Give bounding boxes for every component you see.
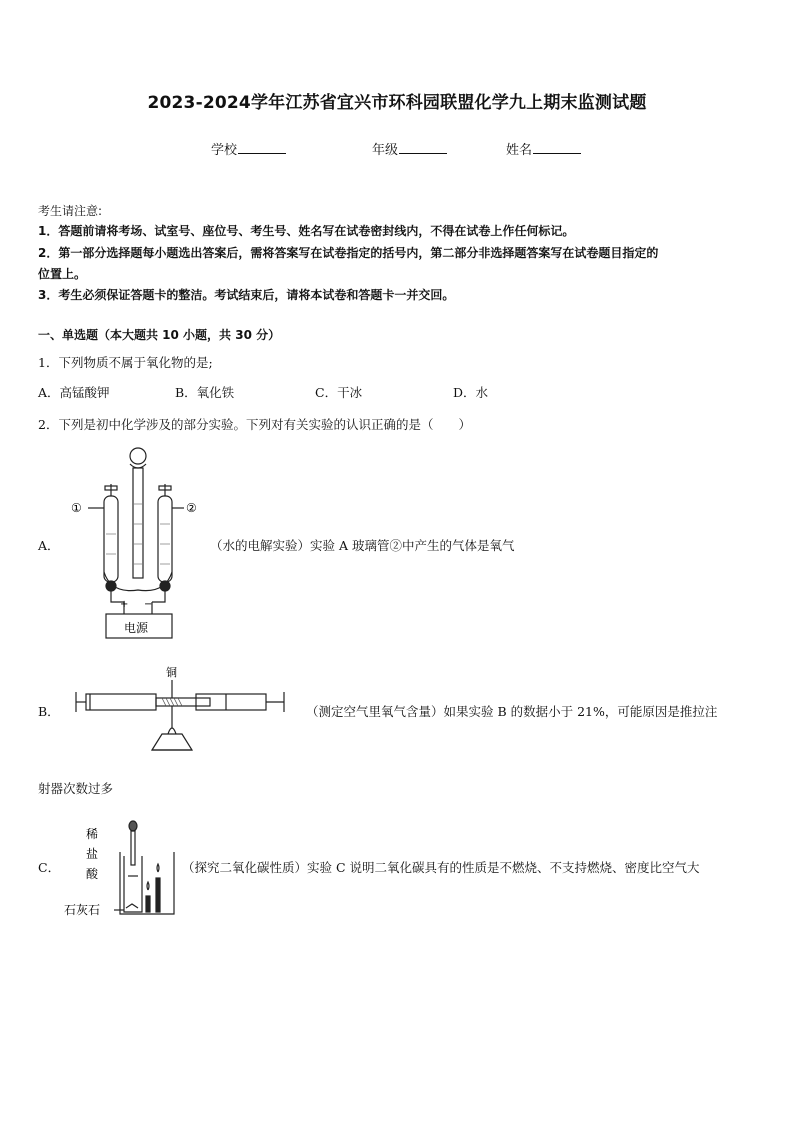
minus-sign: − — [144, 599, 153, 610]
tube-2-label: ② — [186, 501, 197, 515]
q2-stem: 2．下列是初中化学涉及的部分实验。下列对有关实验的认识正确的是（ ） — [38, 417, 471, 432]
page-title: 2023-2024学年江苏省宜兴市环科园联盟化学九上期末监测试题 — [147, 93, 647, 113]
q2-option-a-text: （水的电解实验）实验 A 玻璃管②中产生的气体是氧气 — [210, 538, 515, 553]
q1-option-a[interactable]: A．高锰酸钾 — [38, 385, 110, 400]
limestone-label: 石灰石 — [64, 903, 101, 917]
q2-option-b-label[interactable]: B． — [38, 704, 60, 719]
power-label: 电源 — [124, 621, 149, 635]
name-field[interactable] — [506, 139, 581, 158]
co2-experiment-figure — [62, 816, 180, 920]
q2-option-a-label[interactable]: A． — [38, 538, 60, 553]
notice-item-2-cont: 位置上。 — [38, 267, 87, 281]
school-label: 学校 — [211, 143, 238, 158]
grade-field[interactable] — [372, 139, 447, 158]
q1-option-d[interactable]: D．水 — [453, 385, 489, 400]
tube-1-label: ① — [71, 501, 82, 515]
name-label: 姓名 — [506, 143, 533, 158]
q1-stem: 1．下列物质不属于氧化物的是; — [38, 355, 213, 370]
q2-option-b-text: （测定空气里氧气含量）如果实验 B 的数据小于 21%，可能原因是推拉注 — [306, 704, 718, 719]
notice-heading: 考生请注意: — [38, 204, 103, 218]
electrolysis-apparatus-figure — [66, 444, 206, 642]
plus-sign: + — [120, 599, 129, 610]
oxygen-measurement-apparatus-figure — [70, 664, 302, 770]
section-heading: 一、单选题（本大题共 10 小题，共 30 分） — [38, 328, 281, 342]
copper-label: 铜 — [166, 666, 177, 679]
acid-label-1: 稀 — [86, 827, 99, 841]
q2-option-c-label[interactable]: C． — [38, 860, 61, 875]
q1-option-b[interactable]: B．氧化铁 — [175, 385, 235, 400]
school-blank[interactable] — [238, 141, 286, 154]
acid-label-2: 盐 — [86, 847, 99, 861]
acid-label-3: 酸 — [86, 867, 99, 881]
q2-option-c-text: （探究二氧化碳性质）实验 C 说明二氧化碳具有的性质是不燃烧、不支持燃烧、密度比空气大 — [182, 860, 700, 875]
grade-blank[interactable] — [399, 141, 447, 154]
q2-option-b-text-cont: 射器次数过多 — [38, 781, 114, 796]
notice-item-2: 2．第一部分选择题每小题选出答案后，需将答案写在试卷指定的括号内，第二部分非选择题答案写在试卷题目指定的 — [38, 246, 659, 260]
school-field[interactable] — [211, 139, 286, 158]
notice-item-3: 3．考生必须保证答题卡的整洁。考试结束后，请将本试卷和答题卡一并交回。 — [38, 288, 455, 302]
q1-option-c[interactable]: C．干冰 — [315, 385, 363, 400]
notice-item-1: 1．答题前请将考场、试室号、座位号、考生号、姓名写在试卷密封线内，不得在试卷上作任何标记。 — [38, 224, 575, 238]
grade-label: 年级 — [372, 143, 399, 158]
name-blank[interactable] — [533, 141, 581, 154]
